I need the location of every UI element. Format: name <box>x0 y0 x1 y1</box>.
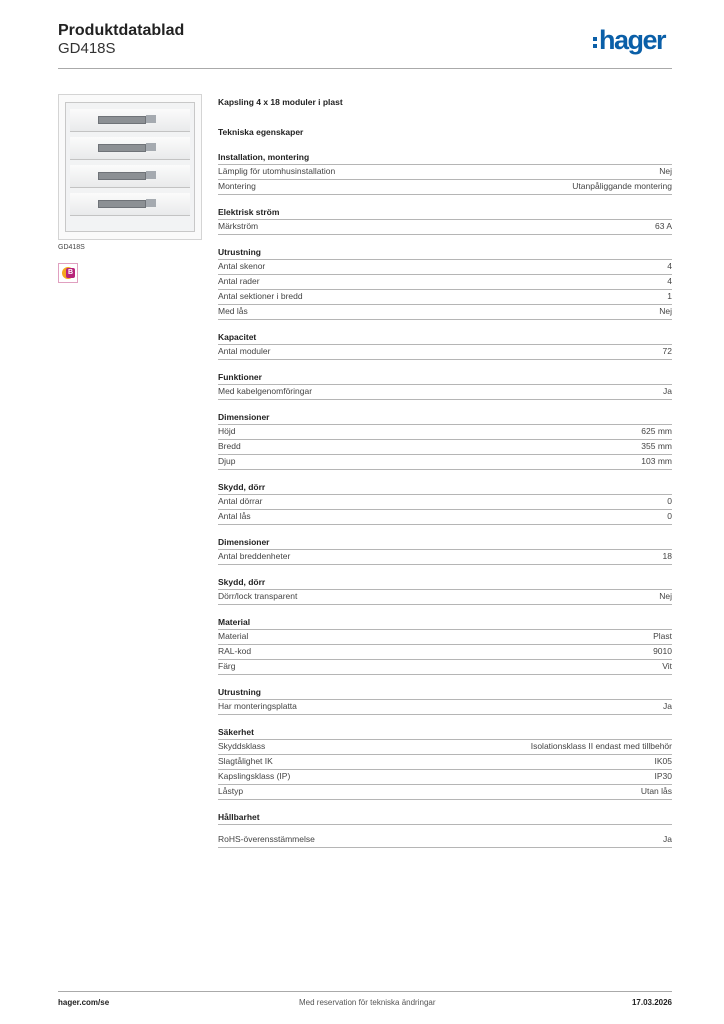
spec-value: Nej <box>659 306 672 316</box>
spec-row <box>218 290 672 305</box>
spec-row <box>218 440 672 455</box>
spec-row <box>218 455 672 470</box>
spec-section <box>218 411 672 470</box>
footer-note: Med reservation för tekniska ändringar <box>299 998 436 1007</box>
recycling-label-icon: B <box>58 263 78 283</box>
spec-label: Material <box>218 631 249 641</box>
spec-value: 9010 <box>653 646 672 656</box>
product-image <box>58 94 202 240</box>
spec-value: Utanpåliggande montering <box>572 181 672 191</box>
spec-value: Isolationsklass II endast med tillbehör <box>530 741 672 751</box>
spec-value: Plast <box>653 631 672 641</box>
spec-label: RoHS-överensstämmelse <box>218 834 315 844</box>
logo-dots-icon <box>593 37 597 48</box>
spec-value: Nej <box>659 166 672 176</box>
spec-label: Montering <box>218 181 256 191</box>
spec-row <box>218 550 672 565</box>
spec-value: 72 <box>662 346 672 356</box>
spec-value: 355 mm <box>641 441 672 451</box>
spec-section <box>218 331 672 360</box>
spec-label: Antal moduler <box>218 346 271 356</box>
spec-label: Antal lås <box>218 511 251 521</box>
spec-value: 63 A <box>654 221 672 231</box>
spec-label: Bredd <box>218 441 241 451</box>
spec-section <box>218 811 672 848</box>
spec-row <box>218 275 672 290</box>
spec-value: Ja <box>663 834 672 844</box>
section-title: Skydd, dörr <box>218 576 672 590</box>
spec-row <box>218 785 672 800</box>
spec-row <box>218 425 672 440</box>
product-name: Kapsling 4 x 18 moduler i plast <box>218 97 343 107</box>
product-code: GD418S <box>58 40 116 57</box>
spec-label: Antal breddenheter <box>218 551 291 561</box>
spec-value: Nej <box>659 591 672 601</box>
spec-row <box>218 645 672 660</box>
section-title: Kapacitet <box>218 331 672 345</box>
spec-row <box>218 755 672 770</box>
spec-row <box>218 345 672 360</box>
section-title: Dimensioner <box>218 411 672 425</box>
spec-section <box>218 246 672 320</box>
spec-label: Har monteringsplatta <box>218 701 297 711</box>
spec-column <box>218 96 672 859</box>
section-title: Hållbarhet <box>218 811 672 825</box>
spec-section <box>218 686 672 715</box>
spec-row <box>218 495 672 510</box>
section-title: Elektrisk ström <box>218 206 672 220</box>
spec-row <box>218 630 672 645</box>
spec-label: Dörr/lock transparent <box>218 591 298 601</box>
logo-text: hager <box>599 25 666 55</box>
spec-label: Höjd <box>218 426 236 436</box>
spec-row <box>218 833 672 848</box>
footer-divider <box>58 991 672 992</box>
spec-label: Antal dörrar <box>218 496 263 506</box>
spec-section <box>218 481 672 525</box>
spec-label: Kapslingsklass (IP) <box>218 771 291 781</box>
section-title: Utrustning <box>218 686 672 700</box>
spec-label: Slagtålighet IK <box>218 756 273 766</box>
spec-row <box>218 180 672 195</box>
document-title: Produktdatablad <box>58 22 185 39</box>
spec-value: 103 mm <box>641 456 672 466</box>
header-divider <box>58 68 672 69</box>
spec-label: Lämplig för utomhusinstallation <box>218 166 336 176</box>
spec-value: 0 <box>667 496 672 506</box>
spec-value: 625 mm <box>641 426 672 436</box>
spec-label: Antal skenor <box>218 261 266 271</box>
spec-value: 18 <box>662 551 672 561</box>
spec-value: 0 <box>667 511 672 521</box>
image-caption: GD418S <box>58 244 85 251</box>
spec-label: Med kabelgenomföringar <box>218 386 313 396</box>
spec-row <box>218 510 672 525</box>
spec-row <box>218 165 672 180</box>
spec-value: 4 <box>667 261 672 271</box>
spec-section <box>218 206 672 235</box>
spec-row <box>218 770 672 785</box>
spec-row <box>218 590 672 605</box>
spec-label: Färg <box>218 661 236 671</box>
spec-label: Antal rader <box>218 276 260 286</box>
spec-row <box>218 260 672 275</box>
spec-value: IK05 <box>654 756 672 766</box>
spec-row <box>218 385 672 400</box>
spec-label: Med lås <box>218 306 248 316</box>
spec-row <box>218 660 672 675</box>
spec-sections <box>218 151 672 848</box>
spec-row <box>218 740 672 755</box>
spec-section <box>218 151 672 195</box>
section-title: Dimensioner <box>218 536 672 550</box>
footer-date: 17.03.2026 <box>631 998 672 1007</box>
spec-section <box>218 371 672 400</box>
section-title: Funktioner <box>218 371 672 385</box>
spec-label: Djup <box>218 456 236 466</box>
section-title: Säkerhet <box>218 726 672 740</box>
section-title: Installation, montering <box>218 151 672 165</box>
footer-website-link[interactable]: hager.com/se <box>58 998 110 1007</box>
spec-row <box>218 305 672 320</box>
section-title: Utrustning <box>218 246 672 260</box>
spec-label: Antal sektioner i bredd <box>218 291 303 301</box>
enclosure-illustration <box>65 102 195 232</box>
spec-label: Märkström <box>218 221 259 231</box>
spec-section <box>218 726 672 800</box>
spec-section <box>218 616 672 675</box>
spec-value: Ja <box>663 701 672 711</box>
hager-logo[interactable] <box>593 27 665 54</box>
spec-section <box>218 536 672 565</box>
spec-label: RAL-kod <box>218 646 252 656</box>
spec-row <box>218 220 672 235</box>
spec-value: Ja <box>663 386 672 396</box>
spec-section <box>218 576 672 605</box>
spec-value: IP30 <box>654 771 672 781</box>
spec-value: 4 <box>667 276 672 286</box>
spec-value: 1 <box>667 291 672 301</box>
tech-heading: Tekniska egenskaper <box>218 127 304 137</box>
section-title: Material <box>218 616 672 630</box>
spec-label: Låstyp <box>218 786 244 796</box>
section-title: Skydd, dörr <box>218 481 672 495</box>
spec-row <box>218 700 672 715</box>
spec-value: Utan lås <box>640 786 672 796</box>
spec-label: Skyddsklass <box>218 741 266 751</box>
spec-value: Vit <box>662 661 672 671</box>
